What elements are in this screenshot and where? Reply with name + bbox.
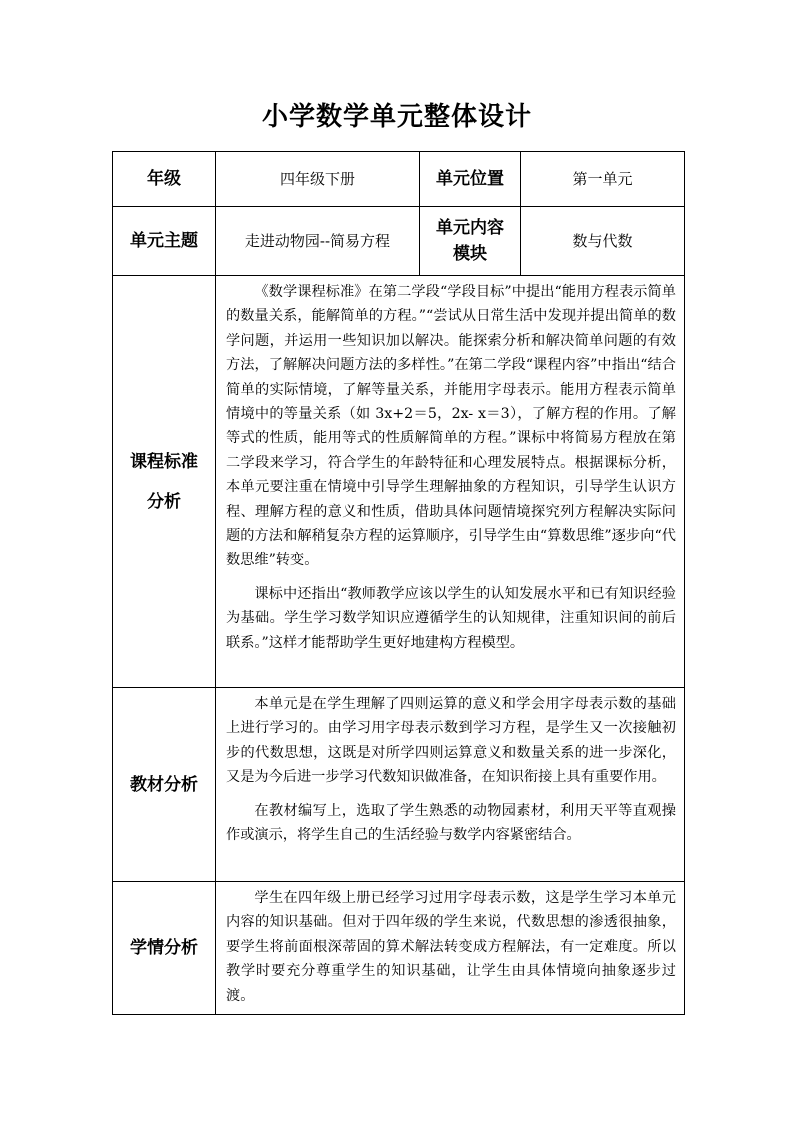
curriculum-label-line1: 课程标准 bbox=[130, 451, 198, 472]
theme-row bbox=[113, 207, 685, 276]
module-label bbox=[420, 207, 521, 276]
curriculum-paragraph: 《数学课程标准》在第二学段“学段目标”中提出“能用方程表示简单的数量关系，能解简单的方程。”“尝试从日常生活中发现并提出简单的数学问题，并运用一些知识加以解决。能探索分析和解决简单问题的有效方法，了解解决问题方法的多样性。”在第二学段“课程内容”中指出“结合简单的实际情境，了解等量关系，并能用字母表示。能用方程表示简单情境中的等量关系（如 3x+2＝5，2x- x＝3），了解方程的作用。了解等式的性质，能用等式的性质解简单的方程。”课标中将简易方程放在第二学段来学习，符合学生的年龄特征和心理发展特点。根据课标分析，本单元要注重在情境中引导学生理解抽象的方程知识，引导学生认识方程、理解方程的意义和性质，借助具体问题情境探究列方程解决实际问题的方法和解稍复杂方程的运算顺序，引导学生由“算数思维”逐步向“代数思维”转变。 bbox=[226, 284, 676, 569]
module-label-line1: 单元内容 bbox=[436, 218, 504, 238]
students-row bbox=[113, 882, 685, 1015]
curriculum-content bbox=[216, 276, 685, 688]
textbook-paragraph: 本单元是在学生理解了四则运算的意义和学会用字母表示数的基础上进行学习的。由学习用字母表示数到学习方程，是学生又一次接触初步的代数思想，这既是对所学四则运算意义和数量关系的进一步深化，又是为今后进一步学习代数知识做准备，在知识衔接上具有重要作用。 bbox=[226, 696, 676, 786]
students-paragraph: 学生在四年级上册已经学习过用字母表示数，这是学生学习本单元内容的知识基础。但对于四年级的学生来说，代数思想的渗透很抽象，要学生将前面根深蒂固的算术解法转变成方程解法，有一定难度。所以教学时要充分尊重学生的知识基础，让学生由具体情境向抽象逐步过渡。 bbox=[226, 890, 676, 1004]
students-label: 学情分析 bbox=[113, 882, 216, 1015]
position-label: 单元位置 bbox=[420, 152, 521, 207]
module-value: 数与代数 bbox=[521, 207, 685, 276]
theme-label: 单元主题 bbox=[113, 207, 216, 276]
document-title: 小学数学单元整体设计 bbox=[261, 102, 532, 132]
grade-label: 年级 bbox=[113, 152, 216, 207]
grade-value: 四年级下册 bbox=[216, 152, 420, 207]
grade-row bbox=[113, 152, 685, 207]
curriculum-label-line2: 分析 bbox=[147, 491, 181, 512]
textbook-content bbox=[216, 688, 685, 882]
position-value: 第一单元 bbox=[521, 152, 685, 207]
textbook-paragraph: 在教材编写上，选取了学生熟悉的动物园素材，利用天平等直观操作或演示，将学生自己的生活经验与数学内容紧密结合。 bbox=[226, 802, 676, 844]
curriculum-row bbox=[113, 276, 685, 688]
unit-design-table bbox=[112, 151, 685, 1015]
students-content bbox=[216, 882, 685, 1015]
curriculum-label bbox=[113, 276, 216, 688]
curriculum-paragraph: 课标中还指出“教师教学应该以学生的认知发展水平和已有知识经验为基础。学生学习数学知识应遵循学生的认知规律，注重知识间的前后联系。”这样才能帮助学生更好地建构方程模型。 bbox=[226, 585, 676, 651]
textbook-label: 教材分析 bbox=[113, 688, 216, 882]
module-label-line2: 模块 bbox=[453, 244, 487, 264]
theme-value: 走进动物园--简易方程 bbox=[216, 207, 420, 276]
textbook-row bbox=[113, 688, 685, 882]
